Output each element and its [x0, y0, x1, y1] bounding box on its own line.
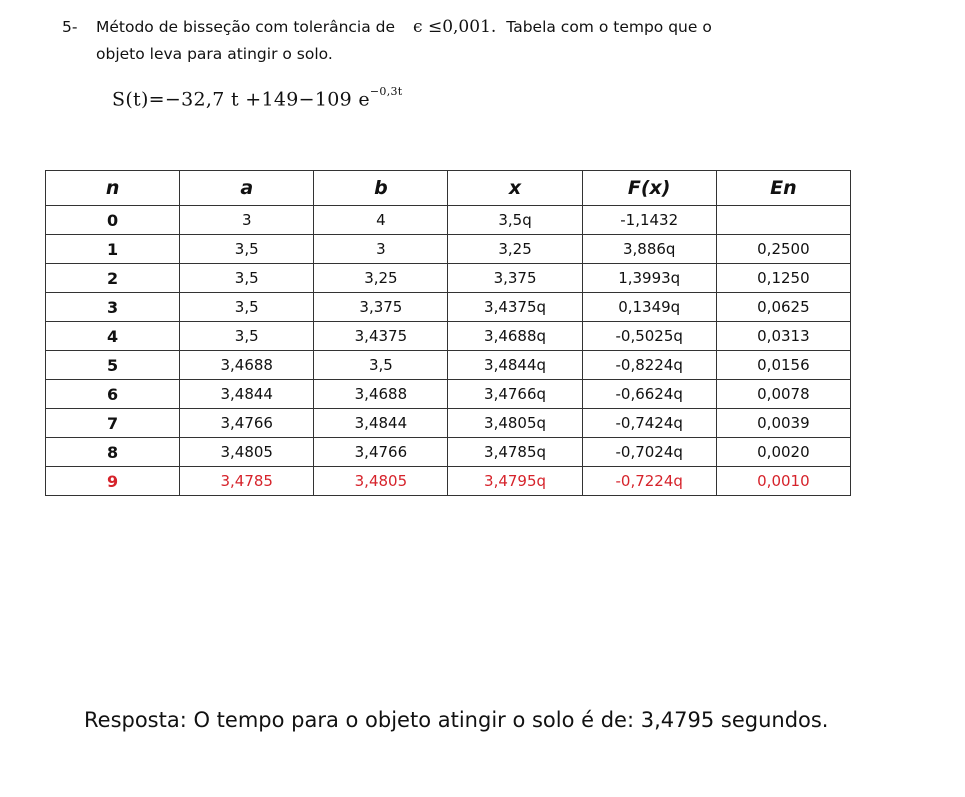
formula-exponent: −0,3t [369, 85, 403, 98]
cell-a: 3,5 [180, 322, 314, 351]
cell-a: 3,5 [180, 235, 314, 264]
cell-b: 3,4766 [314, 438, 448, 467]
cell-fx: 0,1349q [582, 293, 716, 322]
table-header-row [46, 171, 851, 206]
cell-fx: -0,7424q [582, 409, 716, 438]
cell-en: 0,0313 [716, 322, 850, 351]
cell-fx: -0,5025q [582, 322, 716, 351]
cell-x: 3,375 [448, 264, 582, 293]
cell-en: 0,0625 [716, 293, 850, 322]
problem-line-1 [62, 14, 942, 41]
cell-x: 3,4688q [448, 322, 582, 351]
cell-n: 8 [46, 438, 180, 467]
cell-en: 0,0039 [716, 409, 850, 438]
table-row [46, 351, 851, 380]
cell-a: 3,5 [180, 264, 314, 293]
cell-a: 3,4688 [180, 351, 314, 380]
cell-n: 4 [46, 322, 180, 351]
table-row [46, 409, 851, 438]
cell-x: 3,4766q [448, 380, 582, 409]
bisection-table [45, 170, 851, 496]
cell-fx: -1,1432 [582, 206, 716, 235]
cell-a: 3,5 [180, 293, 314, 322]
table-row [46, 380, 851, 409]
table-row [46, 206, 851, 235]
cell-b: 4 [314, 206, 448, 235]
cell-en [716, 206, 850, 235]
cell-b: 3,25 [314, 264, 448, 293]
cell-b: 3,4375 [314, 322, 448, 351]
cell-en: 0,0020 [716, 438, 850, 467]
cell-x: 3,4785q [448, 438, 582, 467]
cell-en: 0,0010 [716, 467, 850, 496]
cell-b: 3,375 [314, 293, 448, 322]
cell-a: 3,4844 [180, 380, 314, 409]
position-formula [112, 85, 403, 111]
cell-x: 3,5q [448, 206, 582, 235]
cell-a: 3,4785 [180, 467, 314, 496]
cell-x: 3,4795q [448, 467, 582, 496]
cell-x: 3,4844q [448, 351, 582, 380]
table-row [46, 293, 851, 322]
cell-n: 9 [46, 467, 180, 496]
cell-b: 3,4688 [314, 380, 448, 409]
cell-x: 3,25 [448, 235, 582, 264]
table-row [46, 438, 851, 467]
cell-a: 3,4766 [180, 409, 314, 438]
cell-n: 5 [46, 351, 180, 380]
cell-fx: -0,7024q [582, 438, 716, 467]
cell-n: 6 [46, 380, 180, 409]
cell-en: 0,0156 [716, 351, 850, 380]
cell-b: 3,4805 [314, 467, 448, 496]
cell-n: 3 [46, 293, 180, 322]
cell-b: 3 [314, 235, 448, 264]
cell-n: 7 [46, 409, 180, 438]
problem-text: Método de bisseção com tolerância de [96, 18, 396, 36]
cell-fx: -0,7224q [582, 467, 716, 496]
cell-x: 3,4805q [448, 409, 582, 438]
table-row [46, 467, 851, 496]
problem-statement [62, 14, 942, 68]
cell-n: 1 [46, 235, 180, 264]
table-row [46, 235, 851, 264]
cell-fx: 3,886q [582, 235, 716, 264]
cell-x: 3,4375q [448, 293, 582, 322]
formula-main: S(t)=−32,7 t +149−109 e [112, 88, 370, 111]
problem-text-continued: Tabela com o tempo que o [506, 18, 712, 36]
tolerance-expression: ϵ ≤0,001. [413, 17, 497, 37]
problem-line-2: objeto leva para atingir o solo. [96, 45, 333, 63]
cell-n: 0 [46, 206, 180, 235]
table-row [46, 264, 851, 293]
problem-number: 5- [62, 18, 78, 36]
cell-a: 3 [180, 206, 314, 235]
cell-b: 3,4844 [314, 409, 448, 438]
cell-n: 2 [46, 264, 180, 293]
header-n: n [46, 171, 180, 206]
cell-en: 0,2500 [716, 235, 850, 264]
header-a: a [180, 171, 314, 206]
cell-fx: -0,6624q [582, 380, 716, 409]
table-row [46, 322, 851, 351]
cell-a: 3,4805 [180, 438, 314, 467]
cell-b: 3,5 [314, 351, 448, 380]
header-b: b [314, 171, 448, 206]
header-en: En [716, 171, 850, 206]
cell-en: 0,1250 [716, 264, 850, 293]
cell-fx: -0,8224q [582, 351, 716, 380]
header-fx: F(x) [582, 171, 716, 206]
cell-fx: 1,3993q [582, 264, 716, 293]
header-x: x [448, 171, 582, 206]
cell-en: 0,0078 [716, 380, 850, 409]
answer-text: Resposta: O tempo para o objeto atingir o solo é de: 3,4795 segundos. [84, 708, 829, 732]
